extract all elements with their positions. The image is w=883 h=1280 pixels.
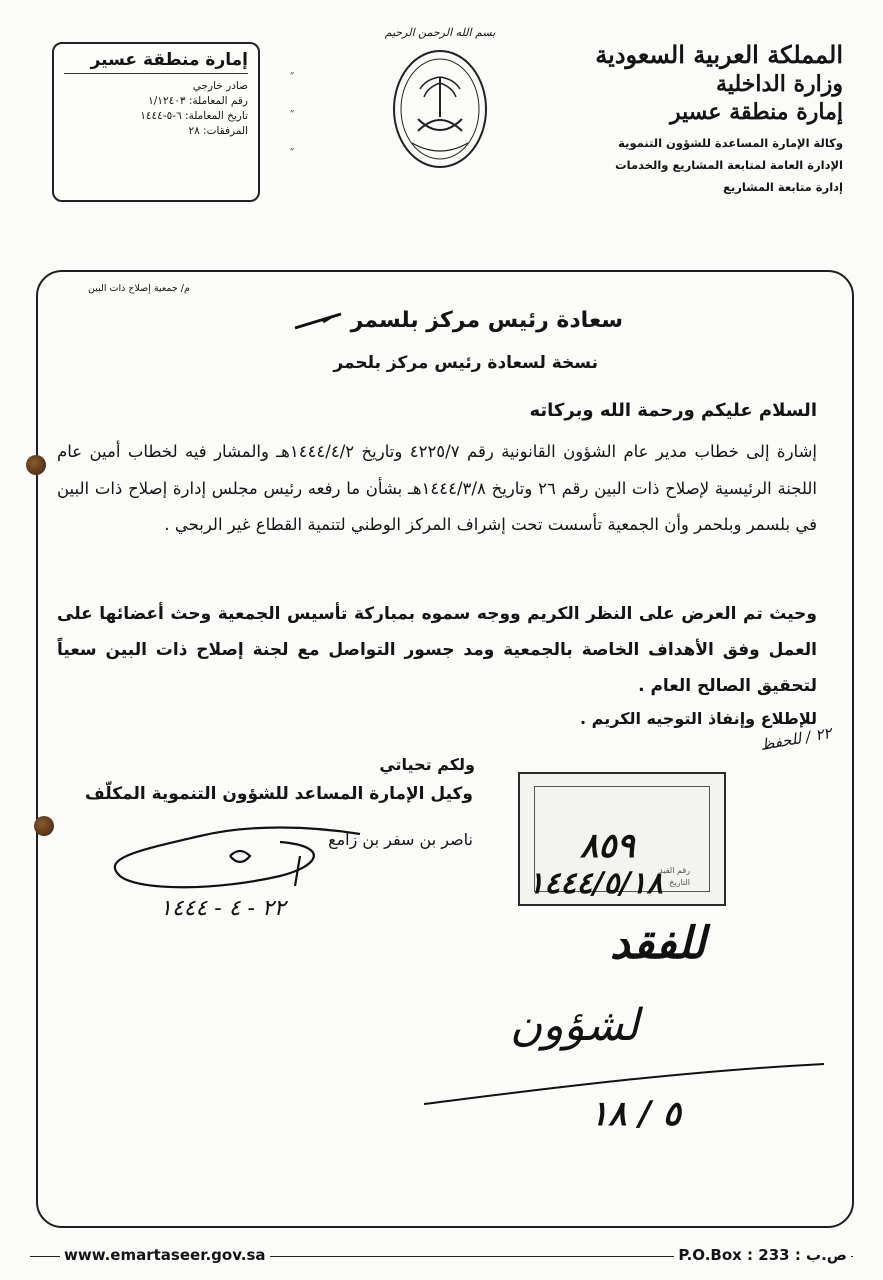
reference-title: إمارة منطقة عسير — [64, 50, 248, 74]
copy-to: نسخة لسعادة رئيس مركز بلحمر — [333, 353, 598, 373]
emirate-name: إمارة منطقة عسير — [670, 99, 843, 125]
emblem — [380, 26, 500, 177]
slash-mark-icon — [293, 312, 343, 330]
punch-hole — [34, 816, 54, 836]
closing-line: للإطلاع وإنفاذ التوجيه الكريم . — [580, 709, 817, 728]
addressee — [293, 308, 623, 333]
reference-box — [52, 42, 260, 202]
general-admin-name: الإدارة العامة لمتابعة المشاريع والخدمات — [615, 158, 843, 172]
paragraph-2: وحيث تم العرض على النظر الكريم ووجه سموه بمباركة تأسيس الجمعية وحث أعضائها على العمل وفق الأهداف الخاصة بالجمعية ومد جسور التواصل مع لجنة إصلاح ذات البين سعياً لتحقيق الصالح العام . — [57, 604, 817, 696]
pobox-text: ص.ب : 233 : P.O.Box — [674, 1246, 851, 1264]
cc-note: م/ جمعية إصلاح ذات البين — [88, 283, 190, 294]
website-text: www.emartaseer.gov.sa — [60, 1246, 270, 1264]
stamp-label-date: التاريخ — [669, 878, 690, 887]
handwritten-word-2: لشؤون — [510, 1000, 639, 1051]
paragraph-1: إشارة إلى خطاب مدير عام الشؤون القانونية رقم ٤٢٢٥/٧ وتاريخ ١٤٤٤/٤/٢هـ والمشار فيه لخطاب أمين عام اللجنة الرئيسية لإصلاح ذات البين رقم ٢٦ وتاريخ ١٤٤٤/٣/٨هـ بشأن ما رفعه رئيس مجلس إدارة إصلاح ذات البين في بلسمر وبلحمر وأن الجمعية تأسست تحت إشراف المركز الوطني لتنمية القطاع غير الربحي . — [57, 442, 817, 534]
basmala: بسم الله الرحمن الرحيم — [384, 26, 496, 39]
ministry-name: وزارة الداخلية — [716, 71, 843, 97]
signature-date: ٢٢ - ٤ - ١٤٤٤ — [160, 896, 286, 921]
signature-scribble-icon — [80, 806, 380, 896]
saudi-emblem-icon — [388, 39, 492, 173]
greeting: السلام عليكم ورحمة الله وبركاته — [529, 400, 817, 421]
addressee-text: سعادة رئيس مركز بلسمر — [350, 308, 623, 333]
letterhead-right — [543, 40, 843, 198]
regards: ولكم تحياتي — [379, 755, 475, 774]
stamp-label-number: رقم القيد — [659, 866, 690, 875]
handwritten-date: ٥ / ١٨ — [590, 1094, 681, 1134]
admin-name: إدارة متابعة المشاريع — [723, 180, 843, 194]
signer-title: وكيل الإمارة المساعد للشؤون التنموية المكلّف — [85, 784, 473, 804]
punch-hole — [26, 455, 46, 475]
transaction-date: تاريخ المعاملة: ٦-٥-١٤٤٤ — [140, 110, 248, 122]
handwritten-note-top: ٢٢ / للحفظ — [758, 723, 833, 755]
stamp-date: ١٤٤٤/٥/١٨ — [528, 866, 663, 901]
attachments-count: المرفقات: ٢٨ — [188, 125, 248, 137]
tick-marks: ״ ״ ״ — [290, 68, 295, 157]
kingdom-name: المملكة العربية السعودية — [595, 40, 843, 69]
stamp-number: ٨٥٩ — [580, 826, 635, 866]
reference-type: صادر خارجي — [192, 80, 248, 92]
agency-name: وكالة الإمارة المساعدة للشؤون التنموية — [618, 136, 843, 150]
handwritten-word-1: للفقد — [610, 918, 706, 969]
signer-name: ناصر بن سفر بن زامع — [328, 830, 473, 849]
transaction-number: رقم المعاملة: ١/١٢٤٠٣ — [148, 95, 248, 107]
